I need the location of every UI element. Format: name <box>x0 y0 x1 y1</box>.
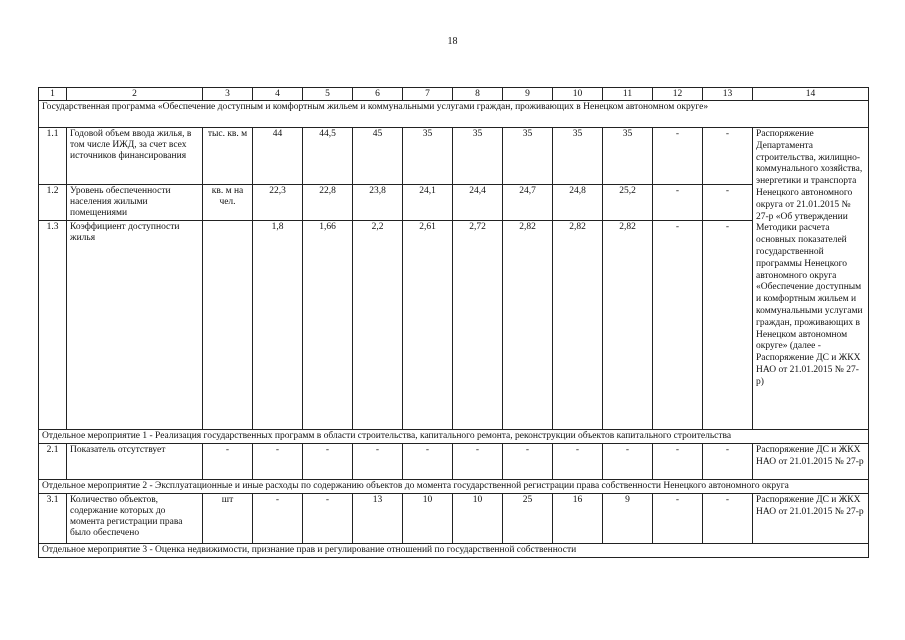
column-number-row <box>39 88 869 101</box>
value-cell: - <box>253 444 303 480</box>
col-header: 14 <box>753 88 869 101</box>
col-header: 11 <box>603 88 653 101</box>
col-header: 12 <box>653 88 703 101</box>
table-row <box>39 444 869 480</box>
value-cell: 35 <box>403 128 453 185</box>
value-cell: - <box>703 444 753 480</box>
value-cell: 2,2 <box>353 221 403 430</box>
unit-cell: - <box>203 444 253 480</box>
row-number: 1.2 <box>39 185 67 221</box>
unit-cell: кв. м на чел. <box>203 185 253 221</box>
col-header: 2 <box>67 88 203 101</box>
value-cell: 2,72 <box>453 221 503 430</box>
page-number: 18 <box>447 36 458 47</box>
value-cell: 44 <box>253 128 303 185</box>
value-cell: 10 <box>403 494 453 544</box>
value-cell: 24,4 <box>453 185 503 221</box>
indicator-name: Коэффициент доступности жилья <box>67 221 203 430</box>
col-header: 6 <box>353 88 403 101</box>
value-cell: 1,66 <box>303 221 353 430</box>
value-cell: 35 <box>503 128 553 185</box>
table-row <box>39 185 869 221</box>
col-header: 9 <box>503 88 553 101</box>
value-cell: - <box>653 221 703 430</box>
row-number: 1.3 <box>39 221 67 430</box>
value-cell: - <box>553 444 603 480</box>
source-note: Распоряжение ДС и ЖКХ НАО от 21.01.2015 № 27-р <box>753 444 869 480</box>
row-number: 2.1 <box>39 444 67 480</box>
col-header: 4 <box>253 88 303 101</box>
value-cell: 44,5 <box>303 128 353 185</box>
value-cell: - <box>703 185 753 221</box>
value-cell: 22,3 <box>253 185 303 221</box>
section-row <box>39 430 869 444</box>
col-header: 8 <box>453 88 503 101</box>
unit-cell: шт <box>203 494 253 544</box>
table-row <box>39 494 869 544</box>
value-cell: 35 <box>553 128 603 185</box>
value-cell: - <box>703 128 753 185</box>
value-cell: - <box>303 494 353 544</box>
value-cell: - <box>653 185 703 221</box>
section-title: Отдельное мероприятие 2 - Эксплуатационные и иные расходы по содержанию объектов до момента государственной регистрации права собственности Ненецкого автономного округа <box>39 480 869 494</box>
section-row <box>39 480 869 494</box>
col-header: 5 <box>303 88 353 101</box>
value-cell: 35 <box>603 128 653 185</box>
indicator-name: Показатель отсутствует <box>67 444 203 480</box>
value-cell: - <box>353 444 403 480</box>
value-cell: 1,8 <box>253 221 303 430</box>
value-cell: - <box>703 221 753 430</box>
unit-cell <box>203 221 253 430</box>
value-cell: - <box>253 494 303 544</box>
value-cell: 13 <box>353 494 403 544</box>
indicators-table <box>38 87 869 558</box>
col-header: 1 <box>39 88 67 101</box>
col-header: 3 <box>203 88 253 101</box>
value-cell: - <box>653 444 703 480</box>
table-row <box>39 128 869 185</box>
value-cell: - <box>403 444 453 480</box>
value-cell: - <box>303 444 353 480</box>
value-cell: 24,1 <box>403 185 453 221</box>
col-header: 7 <box>403 88 453 101</box>
value-cell: - <box>653 128 703 185</box>
section-row <box>39 544 869 558</box>
value-cell: - <box>603 444 653 480</box>
value-cell: 2,82 <box>603 221 653 430</box>
indicator-name: Годовой объем ввода жилья, в том числе ИЖД, за счет всех источников финансирования <box>67 128 203 185</box>
value-cell: 2,82 <box>553 221 603 430</box>
value-cell: 16 <box>553 494 603 544</box>
value-cell: 25 <box>503 494 553 544</box>
indicator-name: Количество объектов, содержание которых до момента регистрации права было обеспечено <box>67 494 203 544</box>
col-header: 13 <box>703 88 753 101</box>
value-cell: - <box>453 444 503 480</box>
value-cell: 23,8 <box>353 185 403 221</box>
value-cell: 24,7 <box>503 185 553 221</box>
program-title: Государственная программа «Обеспечение доступным и комфортным жильем и коммунальными услугами граждан, проживающих в Ненецком автономном округе» <box>39 101 869 128</box>
section-title: Отдельное мероприятие 1 - Реализация государственных программ в области строительства, капитального ремонта, реконструкции объектов капитального строительства <box>39 430 869 444</box>
table-row <box>39 221 869 430</box>
col-header: 10 <box>553 88 603 101</box>
row-number: 1.1 <box>39 128 67 185</box>
value-cell: 10 <box>453 494 503 544</box>
value-cell: 2,82 <box>503 221 553 430</box>
value-cell: - <box>703 494 753 544</box>
section-title: Отдельное мероприятие 3 - Оценка недвижимости, признание прав и регулирование отношений по государственной собственности <box>39 544 869 558</box>
value-cell: 2,61 <box>403 221 453 430</box>
value-cell: 24,8 <box>553 185 603 221</box>
source-note: Распоряжение ДС и ЖКХ НАО от 21.01.2015 № 27-р <box>753 494 869 544</box>
row-number: 3.1 <box>39 494 67 544</box>
value-cell: 45 <box>353 128 403 185</box>
value-cell: 35 <box>453 128 503 185</box>
value-cell: - <box>653 494 703 544</box>
unit-cell: тыс. кв. м <box>203 128 253 185</box>
source-note: Распоряжение Департамента строительства, жилищно-коммунального хозяйства, энергетики и транспорта Ненецкого автономного округа от 21.01.2015 № 27-р «Об утверждении Методики расчета основных показателей государственной программы Ненецкого автономного округа «Обеспечение доступным и комфортным жильем и коммунальными услугами граждан, проживающих в Ненецком автономном округе» (далее - Распоряжение ДС и ЖКХ НАО от 21.01.2015 № 27-р) <box>753 128 869 430</box>
value-cell: - <box>503 444 553 480</box>
value-cell: 9 <box>603 494 653 544</box>
value-cell: 22,8 <box>303 185 353 221</box>
value-cell: 25,2 <box>603 185 653 221</box>
program-title-row <box>39 101 869 128</box>
indicator-name: Уровень обеспеченности населения жилыми помещениями <box>67 185 203 221</box>
